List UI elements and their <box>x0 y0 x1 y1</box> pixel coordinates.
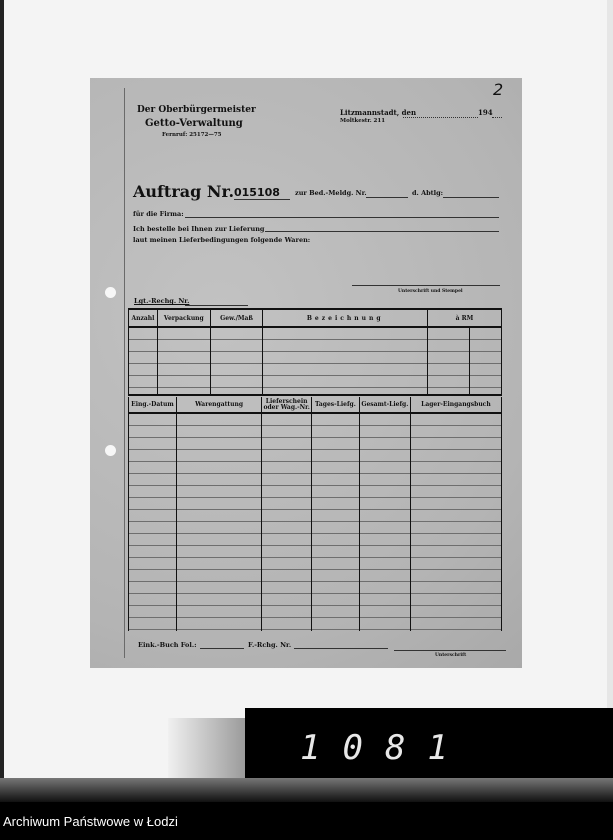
invoice-field[interactable] <box>185 305 248 306</box>
footer-signature-label: Unterschrift <box>435 653 467 658</box>
items-cell[interactable] <box>157 327 210 395</box>
book-folio-label: Eink.-Buch Fol.: <box>138 641 197 649</box>
reference-label: zur Bed.-Meldg. Nr. <box>295 189 367 197</box>
receipts-cell[interactable] <box>176 413 261 631</box>
margin-line <box>124 88 125 658</box>
f-invoice-field[interactable] <box>294 648 388 649</box>
col-header: Verpackung <box>157 309 210 327</box>
date-line <box>403 117 478 118</box>
receipts-cell[interactable] <box>311 413 359 631</box>
signature-line <box>352 285 500 286</box>
col-header: Lieferschein oder Wag.-Nr. <box>262 397 312 413</box>
film-edge <box>607 0 613 720</box>
items-cell[interactable] <box>427 327 469 395</box>
reference-field[interactable] <box>366 197 408 198</box>
year-line <box>492 117 502 118</box>
col-header: Tages-Liefg. <box>311 397 359 413</box>
receipts-cell[interactable] <box>262 413 312 631</box>
firm-label: für die Firma: <box>133 210 184 218</box>
address-label: Moltkestr. 211 <box>340 118 386 124</box>
receipts-cell[interactable] <box>410 413 501 631</box>
order-number-underline <box>234 199 290 200</box>
col-header: Bezeichnung <box>263 309 428 327</box>
order-line-1: Ich bestelle bei Ihnen zur Lieferung <box>133 225 265 233</box>
receipts-cell[interactable] <box>359 413 410 631</box>
city-date-label: Litzmannstadt, den <box>340 108 417 117</box>
year-prefix: 194 <box>478 108 493 117</box>
punch-hole <box>105 445 116 456</box>
authority-label: Der Oberbürgermeister <box>137 105 256 115</box>
order-line-2: laut meinen Lieferbedingungen folgende Waren: <box>133 236 311 244</box>
film-shadow <box>168 718 246 778</box>
department-label: Getto-Verwaltung <box>145 118 243 129</box>
receipts-cell[interactable] <box>129 413 177 631</box>
items-cell[interactable] <box>263 327 428 395</box>
col-header: Gew./Maß <box>210 309 263 327</box>
film-edge <box>0 0 4 800</box>
phone-label: Fernruf: 25172—75 <box>162 132 222 138</box>
department-field-label: d. Abtlg: <box>412 189 444 197</box>
items-cell[interactable] <box>470 327 502 395</box>
footer-signature-line <box>394 650 506 651</box>
signature-label: Unterschrift und Stempel <box>398 289 463 294</box>
col-header: Eing.-Datum <box>129 397 177 413</box>
book-folio-field[interactable] <box>200 648 244 649</box>
delivery-field[interactable] <box>265 231 499 232</box>
col-header: à RM <box>427 309 501 327</box>
col-header: Lager-Eingangsbuch <box>410 397 501 413</box>
frame-counter: 1081 <box>300 728 470 768</box>
col-header: Anzahl <box>129 309 158 327</box>
items-cell[interactable] <box>210 327 263 395</box>
invoice-label: Lgt.-Rechg. Nr. <box>134 297 190 305</box>
department-field[interactable] <box>443 197 499 198</box>
order-title: Auftrag Nr. <box>133 182 235 201</box>
firm-field[interactable] <box>185 217 499 218</box>
order-form-document <box>90 78 522 668</box>
receipts-table <box>128 397 502 631</box>
items-table <box>128 308 502 396</box>
archive-credit: Archiwum Państwowe w Łodzi <box>3 814 178 829</box>
order-number: 015108 <box>234 186 280 199</box>
punch-hole <box>105 287 116 298</box>
col-header: Gesamt-Liefg. <box>359 397 410 413</box>
film-strip <box>0 778 613 802</box>
f-invoice-label: F.-Rchg. Nr. <box>248 641 292 649</box>
col-header: Warengattung <box>176 397 261 413</box>
handwritten-page-number: 2 <box>493 80 504 99</box>
items-cell[interactable] <box>129 327 158 395</box>
